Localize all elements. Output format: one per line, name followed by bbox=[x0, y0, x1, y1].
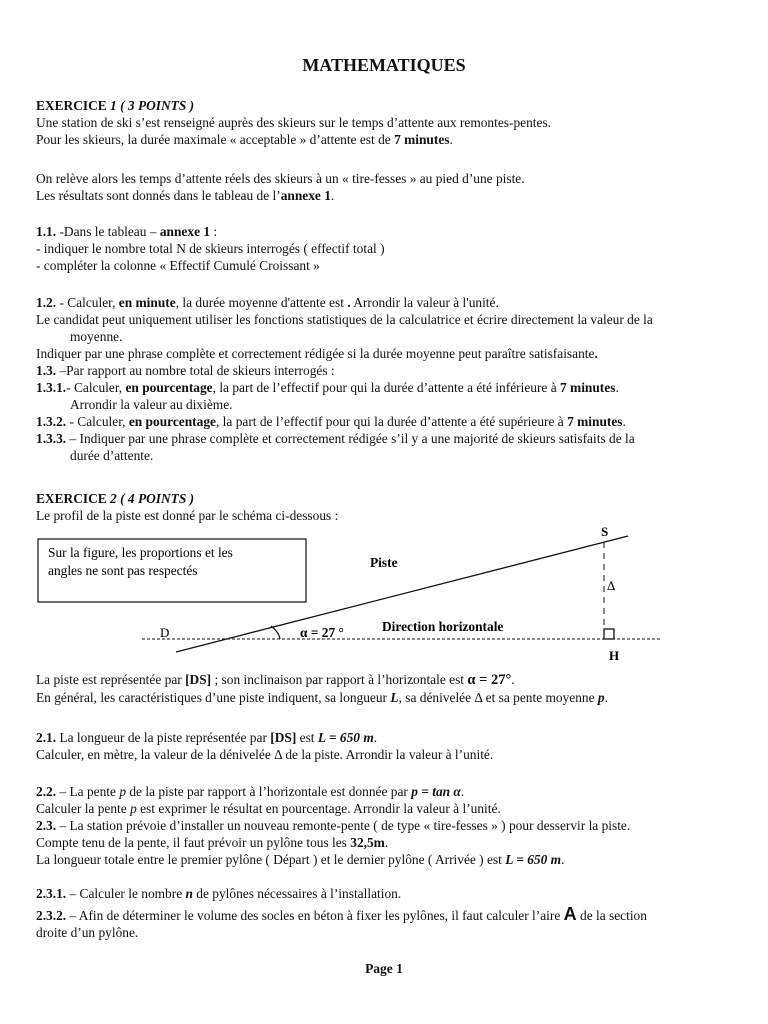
question-1-3-2: 1.3.2. - Calculer, en pourcentage, la part de l’effectif pour qui la durée d’attente a été supérieure à 7 minutes. bbox=[36, 414, 626, 429]
question-2-3: 2.3. – La station prévoie d’installer un nouveau remonte-pente ( de type « tire-fesses » ) pour desservir la piste. bbox=[36, 818, 631, 833]
page-number: Page 1 bbox=[365, 961, 403, 976]
paragraph: Les résultats sont donnés dans le tableau de l’annexe 1. bbox=[36, 188, 335, 203]
paragraph: Une station de ski s’est renseigné auprès des skieurs sur le temps d’attente aux remontes-pentes. bbox=[36, 115, 552, 130]
paragraph: Le profil de la piste est donné par le schéma ci-dessous : bbox=[36, 508, 339, 523]
slope-diagram bbox=[0, 522, 768, 662]
slope-line bbox=[176, 536, 628, 652]
figure-note-line-1: Sur la figure, les proportions et les bbox=[48, 545, 233, 560]
label-piste: Piste bbox=[370, 555, 398, 570]
label-S: S bbox=[601, 524, 609, 539]
right-angle-marker bbox=[604, 629, 614, 639]
exercise-1 bbox=[36, 97, 736, 148]
question-2-2: 2.2. – La pente p de la piste par rapport à l’horizontale est donnée par p = tan α. Calculer la pente p est exprimer le résultat en pourcentage. Arrondir la valeur à l’unité. 2.3. – La station prévoie d’installer un nouveau remonte-pente ( de type « tire-fesses » ) pour desservir la piste. Compte tenu de la pente, il faut prévoir un pylône tous les 32,5m. La longueur totale entre le premier pylône ( Départ ) et le dernier pylône ( Arrivée ) est L = 650 m. bbox=[36, 783, 736, 868]
exercise-2 bbox=[36, 490, 736, 524]
exercise-1-heading: EXERCICE 1 ( 3 POINTS ) bbox=[36, 98, 195, 113]
question-1-3: 1.3. –Par rapport au nombre total de skieurs interrogés : bbox=[36, 363, 335, 378]
question-1-3-1: 1.3.1.- Calculer, en pourcentage, la part de l’effectif pour qui la durée d’attente a été inférieure à 7 minutes. bbox=[36, 380, 619, 395]
label-alpha: α = 27 ° bbox=[300, 625, 344, 640]
question-1-3-3: 1.3.3. – Indiquer par une phrase complète et correctement rédigée s’il y a une majorité de skieurs satisfaits de la bbox=[36, 431, 635, 446]
figure-note-line-2: angles ne sont pas respectés bbox=[48, 563, 198, 578]
label-D: D bbox=[160, 625, 170, 640]
label-H: H bbox=[609, 648, 620, 662]
exercise-1-context bbox=[36, 170, 736, 204]
label-horizontal-direction: Direction horizontale bbox=[382, 619, 504, 634]
label-delta: Δ bbox=[607, 578, 616, 593]
question-2-3-2: 2.3.2. – Afin de déterminer le volume des socles en béton à fixer les pylônes, il faut calculer l’aire A de la section droite d’un pylône. bbox=[36, 904, 647, 940]
page-title: MATHEMATIQUES bbox=[302, 55, 466, 75]
angle-arc bbox=[271, 626, 280, 639]
paragraph: On relève alors les temps d’attente réels des skieurs à un « tire-fesses » au pied d’une piste. bbox=[36, 171, 525, 186]
question-2-1: 2.1. La longueur de la piste représentée par [DS] est L = 650 m. Calculer, en mètre, la valeur de la dénivelée Δ de la piste. Arrondir la valeur à l’unité. bbox=[36, 730, 494, 762]
question-2-3-1: 2.3.1. – Calculer le nombre n de pylônes nécessaires à l’installation. bbox=[36, 886, 402, 901]
exercise-2-intro: La piste est représentée par [DS] ; son inclinaison par rapport à l’horizontale est α = 27°. En général, les caractéristiques d’une piste indiquent, sa longueur L, sa dénivelée Δ et sa pente moyenne p. bbox=[36, 672, 608, 705]
exercise-2-heading: EXERCICE 2 ( 4 POINTS ) bbox=[36, 491, 195, 506]
question-1-1: 1.1. -Dans le tableau – annexe 1 : - indiquer le nombre total N de skieurs interrogés ( effectif total ) - compléter la colonne « Effectif Cumulé Croissant » bbox=[36, 224, 385, 273]
question-1-2: 1.2. - Calculer, en minute, la durée moyenne d'attente est . Arrondir la valeur à l'unité. Le candidat peut uniquement utiliser les fonctions statistiques de la calculatrice et écrire directement la valeur de la moyenne. Indiquer par une phrase complète et correctement rédigée si la durée moyenne peut paraître satisfaisante. 1.3. –Par rapport au nombre total de skieurs interrogés : 1.3.1.- Calculer, en pourcentage, la part de l’effectif pour qui la durée d’attente a été inférieure à 7 minutes. Arrondir la valeur au dixième. 1.3.2. - Calculer, en pourcentage, la part de l’effectif pour qui la durée d’attente a été supérieure à 7 minutes. 1.3.3. – Indiquer par une phrase complète et correctement rédigée s’il y a une majorité de skieurs satisfaits de la durée d’attente. bbox=[36, 294, 736, 464]
paragraph: Pour les skieurs, la durée maximale « acceptable » d’attente est de 7 minutes. bbox=[36, 132, 453, 147]
